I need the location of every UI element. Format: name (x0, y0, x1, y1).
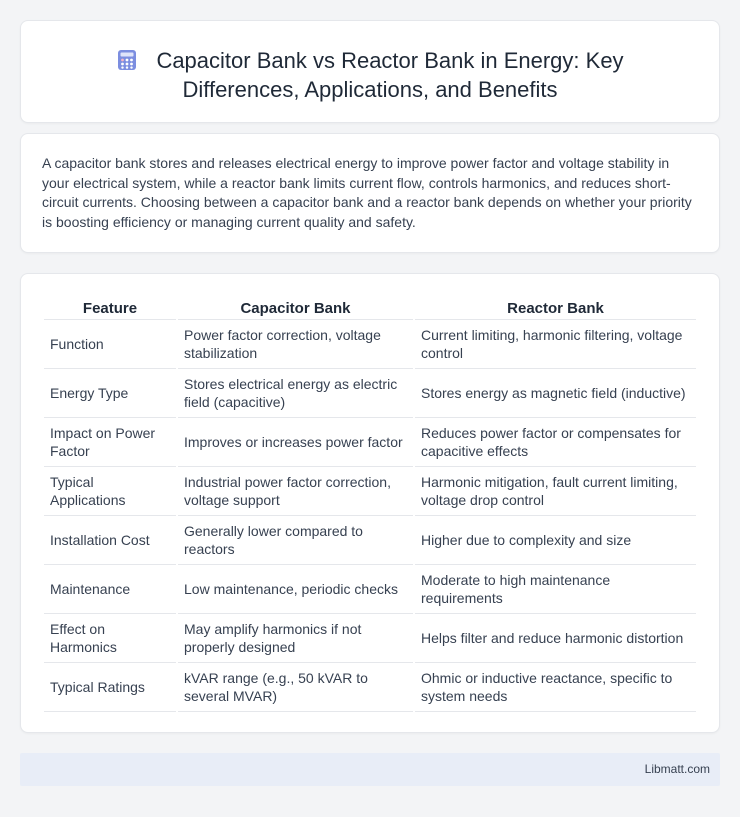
table-row (44, 565, 696, 614)
intro-card (20, 133, 720, 253)
feature-cell: Installation Cost (44, 516, 176, 565)
feature-cell: Typical Applications (44, 467, 176, 516)
capacitor-cell: Improves or increases power factor (178, 418, 413, 467)
page-title-wrap (61, 46, 679, 104)
table-row (44, 663, 696, 712)
reactor-cell: Harmonic mitigation, fault current limiting, voltage drop control (415, 467, 696, 516)
header-feature: Feature (44, 296, 176, 320)
reactor-cell: Ohmic or inductive reactance, specific to system needs (415, 663, 696, 712)
reactor-cell: Stores energy as magnetic field (inductive) (415, 369, 696, 418)
table-header-row (44, 296, 696, 320)
feature-cell: Effect on Harmonics (44, 614, 176, 663)
table-row (44, 418, 696, 467)
feature-cell: Typical Ratings (44, 663, 176, 712)
table-row (44, 614, 696, 663)
intro-paragraph: A capacitor bank stores and releases electrical energy to improve power factor and voltage stability in your electrical system, while a reactor bank limits current flow, controls harmonics, and reduces short-circuit currents. Choosing between a capacitor bank and a reactor bank depends on whether your priority is boosting efficiency or managing current quality and safety. (42, 155, 692, 230)
capacitor-cell: Low maintenance, periodic checks (178, 565, 413, 614)
header-reactor-bank: Reactor Bank (415, 296, 696, 320)
footer-bar (20, 753, 720, 786)
feature-cell: Maintenance (44, 565, 176, 614)
page-title: Capacitor Bank vs Reactor Bank in Energy: Key Differences, Applications, and Benefits (156, 48, 624, 102)
feature-cell: Function (44, 320, 176, 369)
title-card (20, 20, 720, 123)
reactor-cell: Reduces power factor or compensates for capacitive effects (415, 418, 696, 467)
footer-site-link[interactable]: Libmatt.com (644, 762, 710, 776)
capacitor-cell: Power factor correction, voltage stabilization (178, 320, 413, 369)
capacitor-cell: Generally lower compared to reactors (178, 516, 413, 565)
comparison-table-card (20, 273, 720, 733)
capacitor-cell: May amplify harmonics if not properly designed (178, 614, 413, 663)
feature-cell: Impact on Power Factor (44, 418, 176, 467)
calculator-icon (116, 49, 138, 71)
table-row (44, 516, 696, 565)
reactor-cell: Helps filter and reduce harmonic distortion (415, 614, 696, 663)
reactor-cell: Higher due to complexity and size (415, 516, 696, 565)
capacitor-cell: kVAR range (e.g., 50 kVAR to several MVAR) (178, 663, 413, 712)
reactor-cell: Current limiting, harmonic filtering, voltage control (415, 320, 696, 369)
feature-cell: Energy Type (44, 369, 176, 418)
capacitor-cell: Stores electrical energy as electric field (capacitive) (178, 369, 413, 418)
capacitor-cell: Industrial power factor correction, voltage support (178, 467, 413, 516)
table-row (44, 467, 696, 516)
table-row (44, 369, 696, 418)
comparison-table (42, 296, 698, 712)
reactor-cell: Moderate to high maintenance requirements (415, 565, 696, 614)
table-row (44, 320, 696, 369)
header-capacitor-bank: Capacitor Bank (178, 296, 413, 320)
